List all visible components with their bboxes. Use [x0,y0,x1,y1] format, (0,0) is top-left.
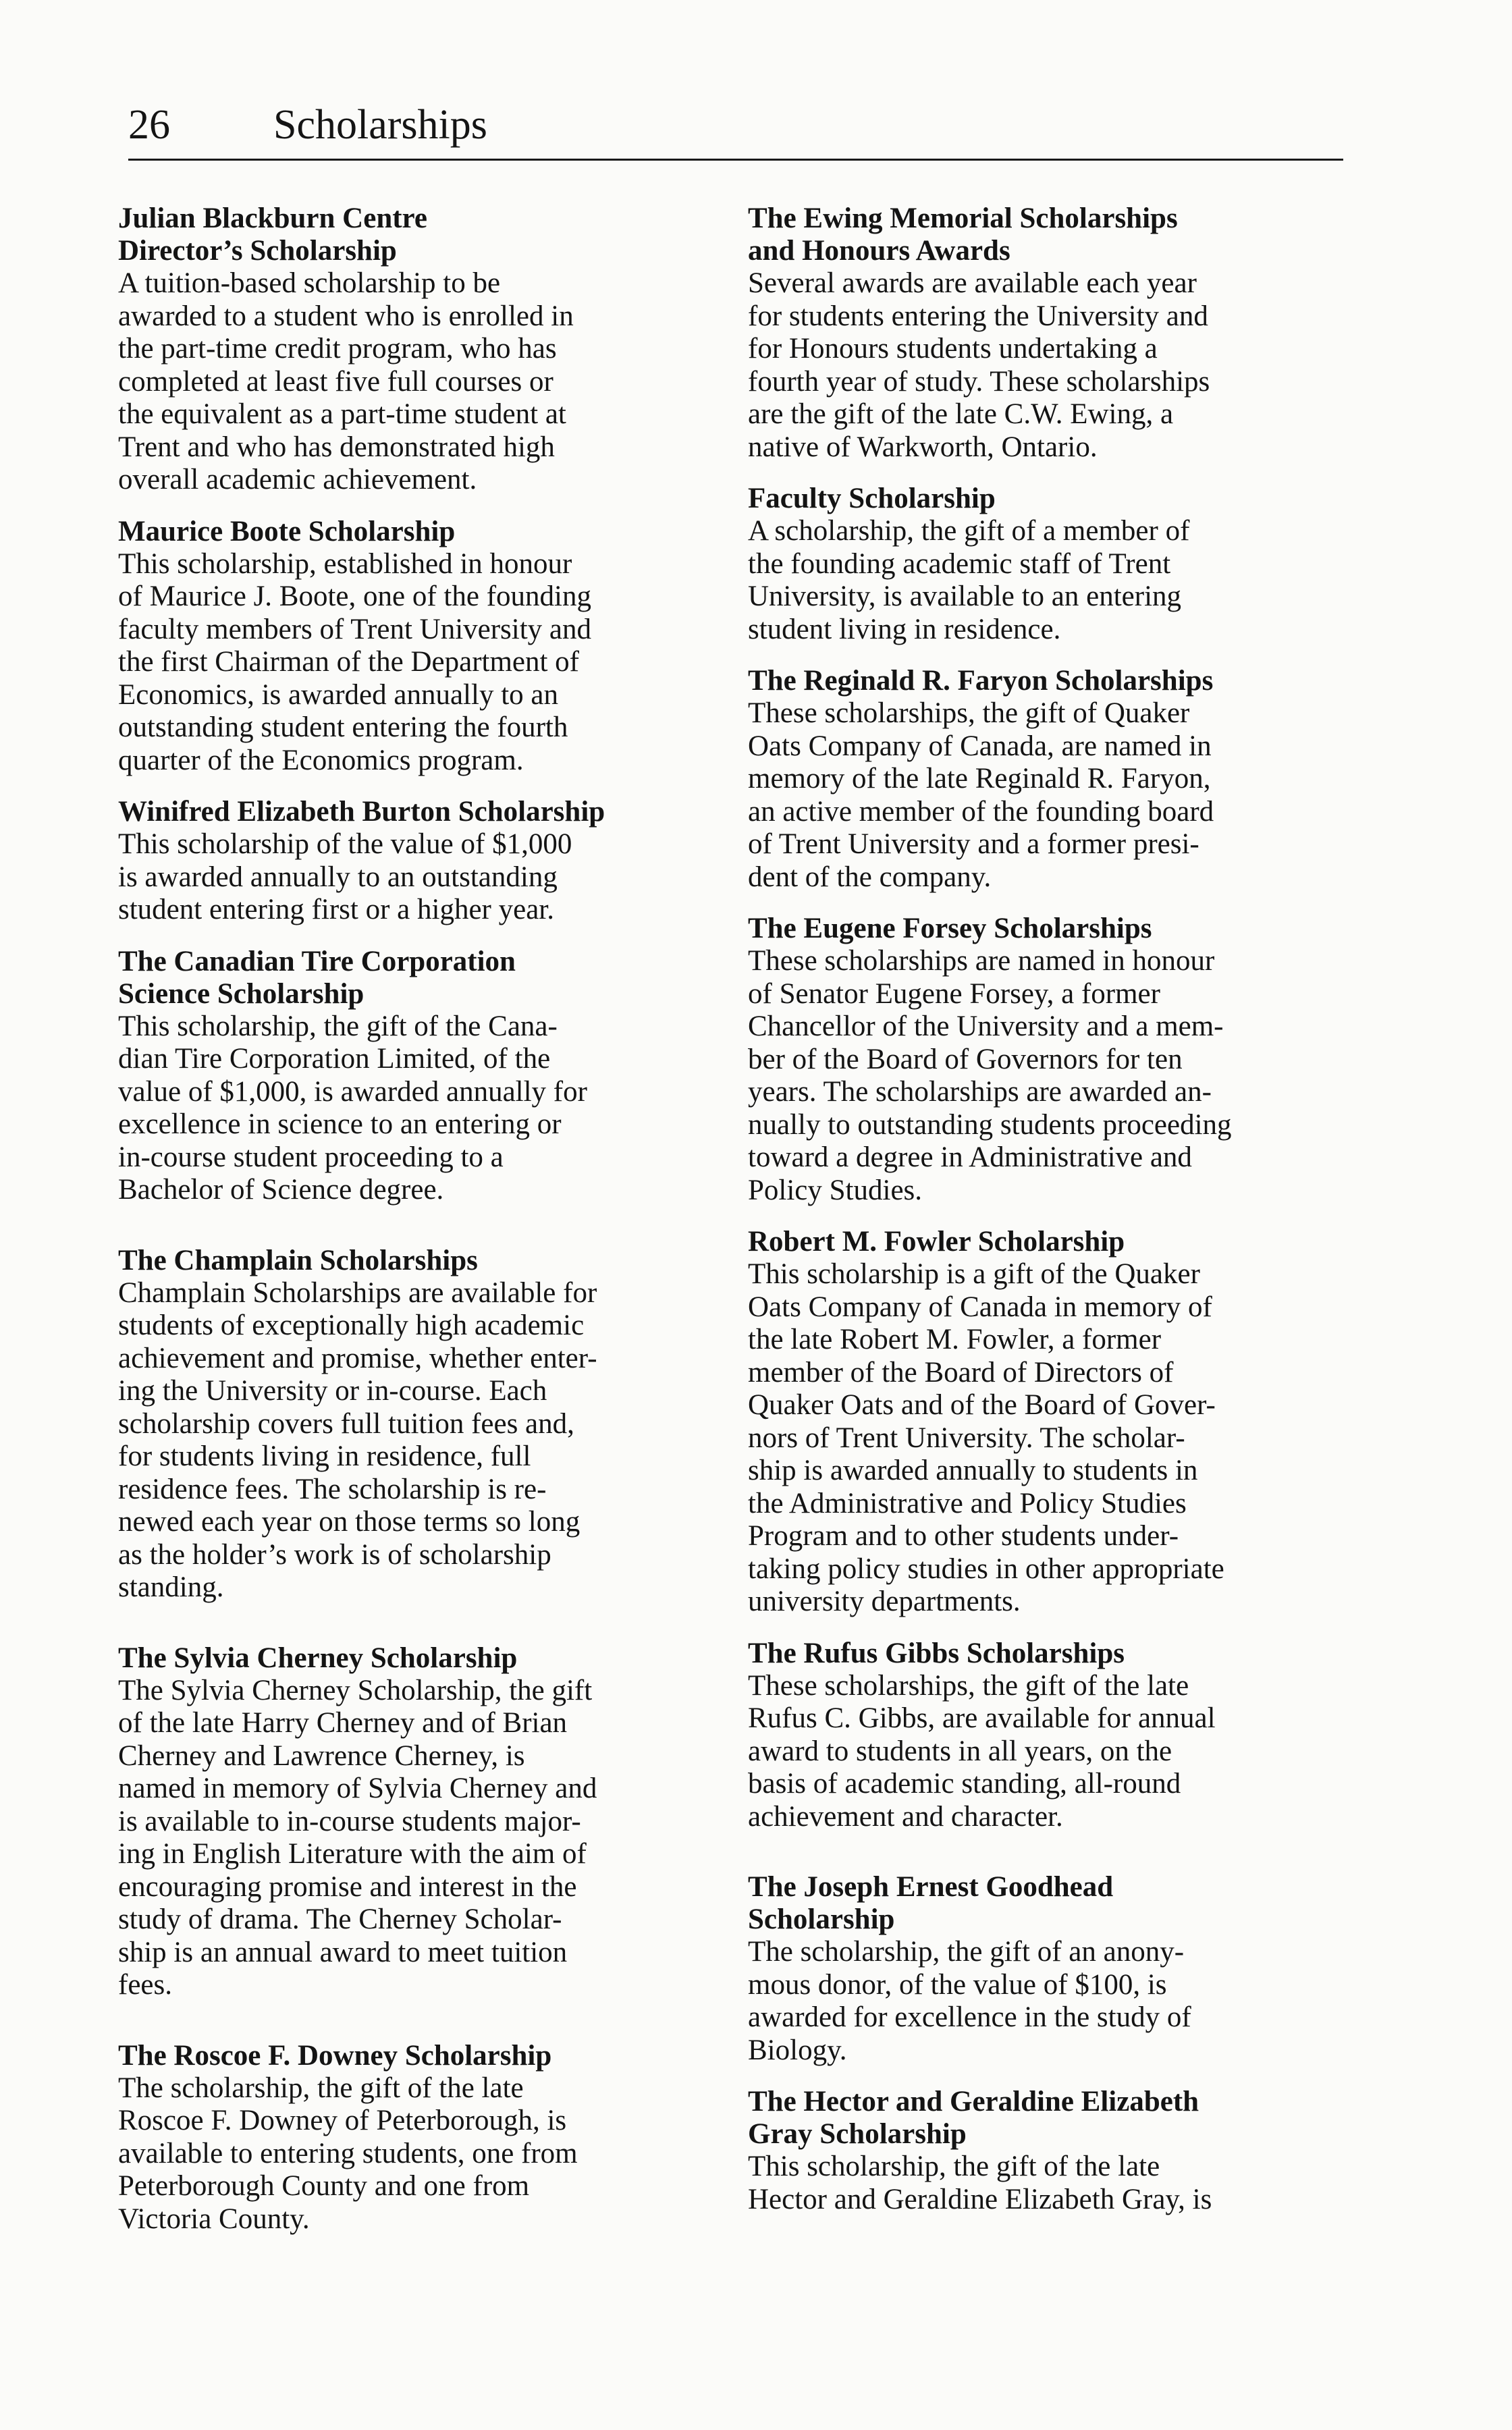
scholarship-title-line: and Honours Awards [748,235,1010,267]
scholarship-description-line: fourth year of study. These scholarships [748,365,1210,398]
scholarship-title [748,2086,1342,2151]
scholarship-description [748,945,1342,1207]
scholarship-description [118,1010,712,1207]
scholarship-title [118,516,712,548]
scholarship-description-line: of Maurice J. Boote, one of the founding [118,580,591,612]
scholarship-title [748,1871,1342,1936]
scholarship-description-line: named in memory of Sylvia Cherney and [118,1773,597,1804]
scholarship-title-line: Winifred Elizabeth Burton Scholarship [118,796,605,828]
scholarship-title-line: The Hector and Geraldine Elizabeth [748,2086,1199,2117]
scholarship-description-line: The Sylvia Cherney Scholarship, the gift [118,1674,593,1706]
scholarship-description-line: These scholarships, the gift of the late [748,1669,1189,1702]
scholarship-description-line: for students living in residence, full [118,1440,531,1472]
scholarship-description [748,515,1342,646]
scholarship-description-line: is available to in-course students major- [118,1805,581,1837]
scholarship-description [118,267,712,497]
scholarship-title-line: The Roscoe F. Downey Scholarship [118,2039,552,2072]
scholarship-description [118,1277,712,1604]
scholarship-description-line: This scholarship is a gift of the Quaker [748,1258,1200,1290]
scholarship-description-line: Champlain Scholarships are available for [118,1276,597,1309]
scholarship-description-line: ing in English Literature with the aim of [118,1838,587,1870]
scholarship-description-line: scholarship covers full tuition fees and, [118,1407,574,1440]
scholarship-description-line: for students entering the University and [748,300,1208,332]
scholarship-description-line: the late Robert M. Fowler, a former [748,1324,1162,1355]
scholarship-description-line: Peterborough County and one from [118,2170,530,2202]
scholarship-entry [118,796,712,927]
scholarship-description-line: Victoria County. [118,2203,310,2235]
scholarship-description-line: outstanding student entering the fourth [118,711,568,743]
scholarship-description-line: in-course student proceeding to a [118,1141,504,1173]
scholarship-entry [748,2086,1342,2216]
scholarship-title-line: The Eugene Forsey Scholarships [748,913,1152,944]
scholarship-title [748,202,1342,267]
scholarship-description-line: native of Warkworth, Ontario. [748,431,1098,463]
right-column [748,202,1342,2235]
scholarship-description-line: of Trent University and a former presi- [748,828,1199,860]
scholarship-description-line: dian Tire Corporation Limited, of the [118,1043,551,1075]
scholarship-title [748,1226,1342,1258]
scholarship-description-line: the Administrative and Policy Studies [748,1487,1187,1519]
scholarship-description-line: Policy Studies. [748,1174,923,1206]
scholarship-title-line: Science Scholarship [118,977,364,1010]
scholarship-entry [748,483,1342,646]
scholarship-description-line: Roscoe F. Downey of Peterborough, is [118,2105,567,2136]
scholarship-description-line: of Senator Eugene Forsey, a former [748,977,1160,1010]
scholarship-description-line: is awarded annually to an outstanding [118,861,558,893]
scholarship-description-line: Bachelor of Science degree. [118,1174,444,1206]
scholarship-description-line: awarded for excellence in the study of [748,2001,1191,2033]
scholarship-description-line: study of drama. The Cherney Scholar- [118,1904,562,1935]
scholarship-title [748,483,1342,515]
scholarship-description-line: for Honours students undertaking a [748,333,1158,364]
scholarship-description [748,1670,1342,1834]
scholarship-title-line: The Reginald R. Faryon Scholarships [748,665,1214,697]
scholarship-description-line: The scholarship, the gift of an anony- [748,1936,1185,1968]
scholarship-title-line: Robert M. Fowler Scholarship [748,1226,1125,1258]
scholarship-title-line: The Rufus Gibbs Scholarships [748,1637,1125,1669]
scholarship-title-line: The Sylvia Cherney Scholarship [118,1642,518,1674]
scholarship-description-line: fees. [118,1969,172,2001]
scholarship-description-line: Several awards are available each year [748,267,1197,299]
scholarship-description-line: the equivalent as a part-time student at [118,398,566,430]
scholarship-description [748,697,1342,894]
scholarship-description [748,1936,1342,2067]
scholarship-description-line: nors of Trent University. The scholar- [748,1422,1185,1454]
scholarship-description-line: mous donor, of the value of $100, is [748,1968,1167,2001]
scholarship-title-line: Gray Scholarship [748,2118,967,2150]
scholarship-description-line: nually to outstanding students proceeding [748,1108,1232,1141]
scholarship-description-line: Quaker Oats and of the Board of Gover- [748,1389,1216,1421]
scholarship-title-line: The Canadian Tire Corporation [118,945,516,977]
scholarship-description-line: Hector and Geraldine Elizabeth Gray, is [748,2183,1212,2215]
scholarship-description-line: newed each year on those terms so long [118,1506,580,1538]
scholarship-description-line: awarded to a student who is enrolled in [118,300,574,332]
scholarship-description-line: member of the Board of Directors of [748,1356,1174,1388]
scholarship-description-line: overall academic achievement. [118,464,477,495]
scholarship-description [118,548,712,778]
left-column [118,202,712,2254]
scholarship-description-line: Trent and who has demonstrated high [118,431,555,463]
page-header [128,98,1343,161]
scholarship-title [118,1642,712,1675]
scholarship-entry [748,202,1342,464]
scholarship-description-line: ing the University or in-course. Each [118,1375,547,1407]
scholarship-title-line: Maurice Boote Scholarship [118,515,456,547]
scholarship-title [118,1245,712,1277]
scholarship-entry [748,1871,1342,2067]
scholarship-description-line: students of exceptionally high academic [118,1310,585,1341]
scholarship-title [118,2040,712,2072]
scholarship-title-line: Scholarship [748,1904,895,1935]
scholarship-description-line: memory of the late Reginald R. Faryon, [748,763,1211,794]
scholarship-title [118,946,712,1010]
page-number: 26 [128,102,170,148]
scholarship-description-line: years. The scholarships are awarded an- [748,1076,1212,1108]
scholarship-entry [748,1226,1342,1619]
scholarship-description-line: The scholarship, the gift of the late [118,2072,524,2104]
scholarship-description-line: Oats Company of Canada, are named in [748,730,1212,762]
scholarship-description-line: These scholarships, the gift of Quaker [748,697,1190,729]
scholarship-description-line: Oats Company of Canada in memory of [748,1291,1212,1323]
scholarship-description [748,267,1342,464]
scholarship-description-line: Cherney and Lawrence Cherney, is [118,1739,525,1772]
scholarship-description-line: ship is awarded annually to students in [748,1455,1198,1486]
scholarship-title-line: Director’s Scholarship [118,235,397,267]
scholarship-entry [748,913,1342,1207]
scholarship-description-line: university departments. [748,1586,1021,1617]
scholarship-title-line: The Ewing Memorial Scholarships [748,202,1178,234]
scholarship-description-line: award to students in all years, on the [748,1735,1172,1767]
scholarship-description-line: faculty members of Trent University and [118,613,592,645]
scholarship-entry [118,1245,712,1604]
scholarship-description [748,2151,1342,2216]
scholarship-title [748,913,1342,945]
scholarship-title-line: Faculty Scholarship [748,483,996,514]
scholarship-description-line: basis of academic standing, all-round [748,1768,1181,1800]
scholarship-description [748,1258,1342,1619]
scholarship-description-line: University, is available to an entering [748,580,1182,612]
scholarship-description-line: standing. [118,1571,224,1603]
scholarship-description-line: This scholarship, the gift of the late [748,2151,1160,2182]
scholarship-description-line: quarter of the Economics program. [118,744,524,776]
scholarship-entry [118,1642,712,2002]
scholarship-description-line: value of $1,000, is awarded annually for [118,1075,587,1108]
scholarship-title-line: The Champlain Scholarships [118,1244,478,1276]
scholarship-description [118,828,712,927]
scholarship-description-line: achievement and character. [748,1800,1063,1833]
scholarship-description-line: These scholarships are named in honour [748,945,1215,977]
scholarship-description-line: ber of the Board of Governors for ten [748,1043,1183,1075]
scholarship-description-line: an active member of the founding board [748,795,1214,828]
scholarship-description-line: excellence in science to an entering or [118,1108,562,1140]
scholarship-entry [748,665,1342,894]
scholarship-description-line: encouraging promise and interest in the [118,1870,577,1903]
scholarship-description-line: completed at least five full courses or [118,365,554,398]
scholarship-title-line: The Joseph Ernest Goodhead [748,1871,1114,1903]
scholarship-description-line: Economics, is awarded annually to an [118,678,558,711]
scholarship-entry [118,946,712,1207]
scholarship-entry [748,1638,1342,1834]
scholarship-description-line: dent of the company. [748,861,992,893]
scholarship-title [748,1638,1342,1670]
scholarship-entry [118,516,712,778]
scholarship-entry [118,2040,712,2236]
scholarship-description-line: of the late Harry Cherney and of Brian [118,1707,568,1739]
scholarship-title [748,665,1342,697]
scholarship-description-line: are the gift of the late C.W. Ewing, a [748,398,1174,430]
scholarship-entry [118,202,712,497]
scholarship-description-line: toward a degree in Administrative and [748,1141,1192,1173]
scholarship-description-line: A tuition-based scholarship to be [118,267,501,299]
scholarship-description-line: residence fees. The scholarship is re- [118,1473,547,1505]
scholarship-title [118,796,712,828]
scholarship-title-line: Julian Blackburn Centre [118,202,427,234]
page-title: Scholarships [273,102,487,148]
scholarship-title [118,202,712,267]
scholarship-description-line: Rufus C. Gibbs, are available for annual [748,1702,1216,1734]
scholarship-description-line: Biology. [748,2034,847,2066]
scholarship-description-line: the part-time credit program, who has [118,333,557,364]
scholarship-description-line: This scholarship, the gift of the Cana- [118,1010,558,1042]
scholarship-description [118,1675,712,2002]
scholarship-description-line: ship is an annual award to meet tuition [118,1936,568,1968]
scholarship-description [118,2072,712,2236]
scholarship-description-line: Program and to other students under- [748,1520,1179,1552]
scholarship-description-line: Chancellor of the University and a mem- [748,1010,1224,1042]
scholarship-description-line: A scholarship, the gift of a member of [748,515,1190,547]
scholarship-description-line: the founding academic staff of Trent [748,547,1171,580]
scholarship-description-line: available to entering students, one from [118,2137,578,2169]
scholarship-description-line: student living in residence. [748,613,1061,645]
scholarship-description-line: taking policy studies in other appropriate [748,1552,1224,1585]
scholarship-description-line: student entering first or a higher year. [118,894,554,925]
scholarship-description-line: achievement and promise, whether enter- [118,1342,597,1374]
scholarship-description-line: the first Chairman of the Department of [118,646,580,678]
scholarship-description-line: This scholarship, established in honour [118,547,572,580]
scholarship-description-line: This scholarship of the value of $1,000 [118,828,572,860]
scholarship-description-line: as the holder’s work is of scholarship [118,1538,551,1571]
